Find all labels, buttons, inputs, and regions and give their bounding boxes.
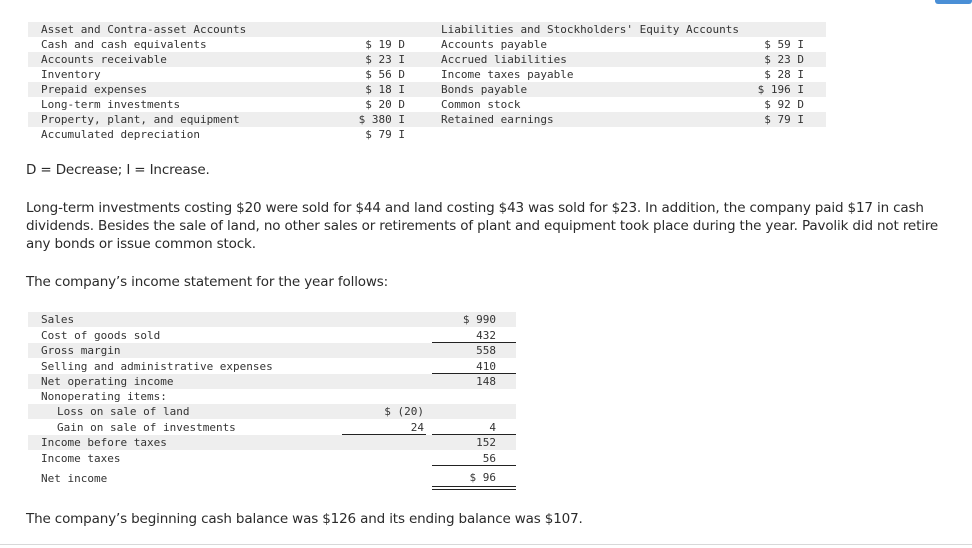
asset-label: Long-term investments: [41, 98, 181, 111]
liability-amount: $ 79 I: [764, 113, 804, 126]
subtotal-rule: [432, 465, 516, 466]
asset-amount: $ 380 I: [358, 113, 405, 126]
income-row-label: Income before taxes: [41, 436, 167, 449]
asset-label: Prepaid expenses: [41, 83, 147, 96]
liability-amount: $ 196 I: [757, 83, 804, 96]
subtotal-rule: [342, 434, 426, 435]
asset-label: Cash and cash equivalents: [41, 38, 207, 51]
paragraph-transactions: Long-term investments costing $20 were sold for $44 and land costing $43 was sold for $23. In addition, the company paid $17 in cash dividends. Besides the sale of land, no other sales or retirements of plant and equipment took place during the year. Pavolik did not retire any bonds or issue common stock.: [26, 200, 939, 252]
liability-label: Common stock: [441, 98, 521, 111]
income-row-sub: $ (20): [384, 405, 424, 418]
income-row-total: $ 96: [469, 471, 496, 484]
paragraph-income-intro: The company’s income statement for the year follows:: [26, 274, 389, 290]
asset-amount: $ 18 I: [365, 83, 405, 96]
page-corner-tab: [935, 0, 972, 4]
income-row-total: 56: [482, 452, 496, 465]
assets-header: Asset and Contra-asset Accounts: [41, 23, 247, 36]
income-row-sub: 24: [410, 421, 424, 434]
income-row-label: Selling and administrative expenses: [41, 360, 273, 373]
liability-amount: $ 23 D: [764, 53, 804, 66]
double-rule-bottom: [432, 489, 516, 490]
asset-amount: $ 19 D: [365, 38, 405, 51]
asset-label: Inventory: [41, 68, 101, 81]
liability-amount: $ 59 I: [764, 38, 804, 51]
liability-label: Income taxes payable: [441, 68, 574, 81]
income-row-total: 432: [476, 329, 496, 342]
income-row-total: 4: [489, 421, 496, 434]
asset-label: Accumulated depreciation: [41, 128, 200, 141]
asset-amount: $ 56 D: [365, 68, 405, 81]
income-row-total: 152: [476, 436, 496, 449]
liability-label: Accounts payable: [441, 38, 547, 51]
income-row-label: Gain on sale of investments: [57, 421, 236, 434]
income-row-label: Net income: [41, 472, 108, 485]
asset-label: Accounts receivable: [41, 53, 167, 66]
liability-label: Bonds payable: [441, 83, 528, 96]
income-row-label: Net operating income: [41, 375, 174, 388]
income-row-label: Income taxes: [41, 452, 121, 465]
liability-label: Accrued liabilities: [441, 53, 567, 66]
liability-amount: $ 92 D: [764, 98, 804, 111]
income-row-total: 148: [476, 375, 496, 388]
income-row-label: Nonoperating items:: [41, 390, 167, 403]
liability-label: Retained earnings: [441, 113, 554, 126]
asset-amount: $ 23 I: [365, 53, 405, 66]
legend-note: D = Decrease; I = Increase.: [26, 162, 210, 178]
liability-amount: $ 28 I: [764, 68, 804, 81]
double-rule-top: [432, 486, 516, 487]
asset-label: Property, plant, and equipment: [41, 113, 240, 126]
income-row-total: $ 990: [462, 313, 496, 326]
asset-amount: $ 79 I: [365, 128, 405, 141]
income-row-label: Gross margin: [41, 344, 121, 357]
income-row-total: 558: [476, 344, 496, 357]
income-row-total: 410: [476, 360, 496, 373]
paragraph-cash-balance: The company’s beginning cash balance was $126 and its ending balance was $107.: [26, 511, 583, 527]
row-stripe: [28, 82, 826, 97]
income-row-label: Sales: [41, 313, 75, 326]
liabilities-header: Liabilities and Stockholders' Equity Accounts: [441, 23, 740, 36]
income-row-label: Cost of goods sold: [41, 329, 161, 342]
asset-amount: $ 20 D: [365, 98, 405, 111]
income-row-label: Loss on sale of land: [57, 405, 190, 418]
bottom-divider: [0, 544, 972, 545]
